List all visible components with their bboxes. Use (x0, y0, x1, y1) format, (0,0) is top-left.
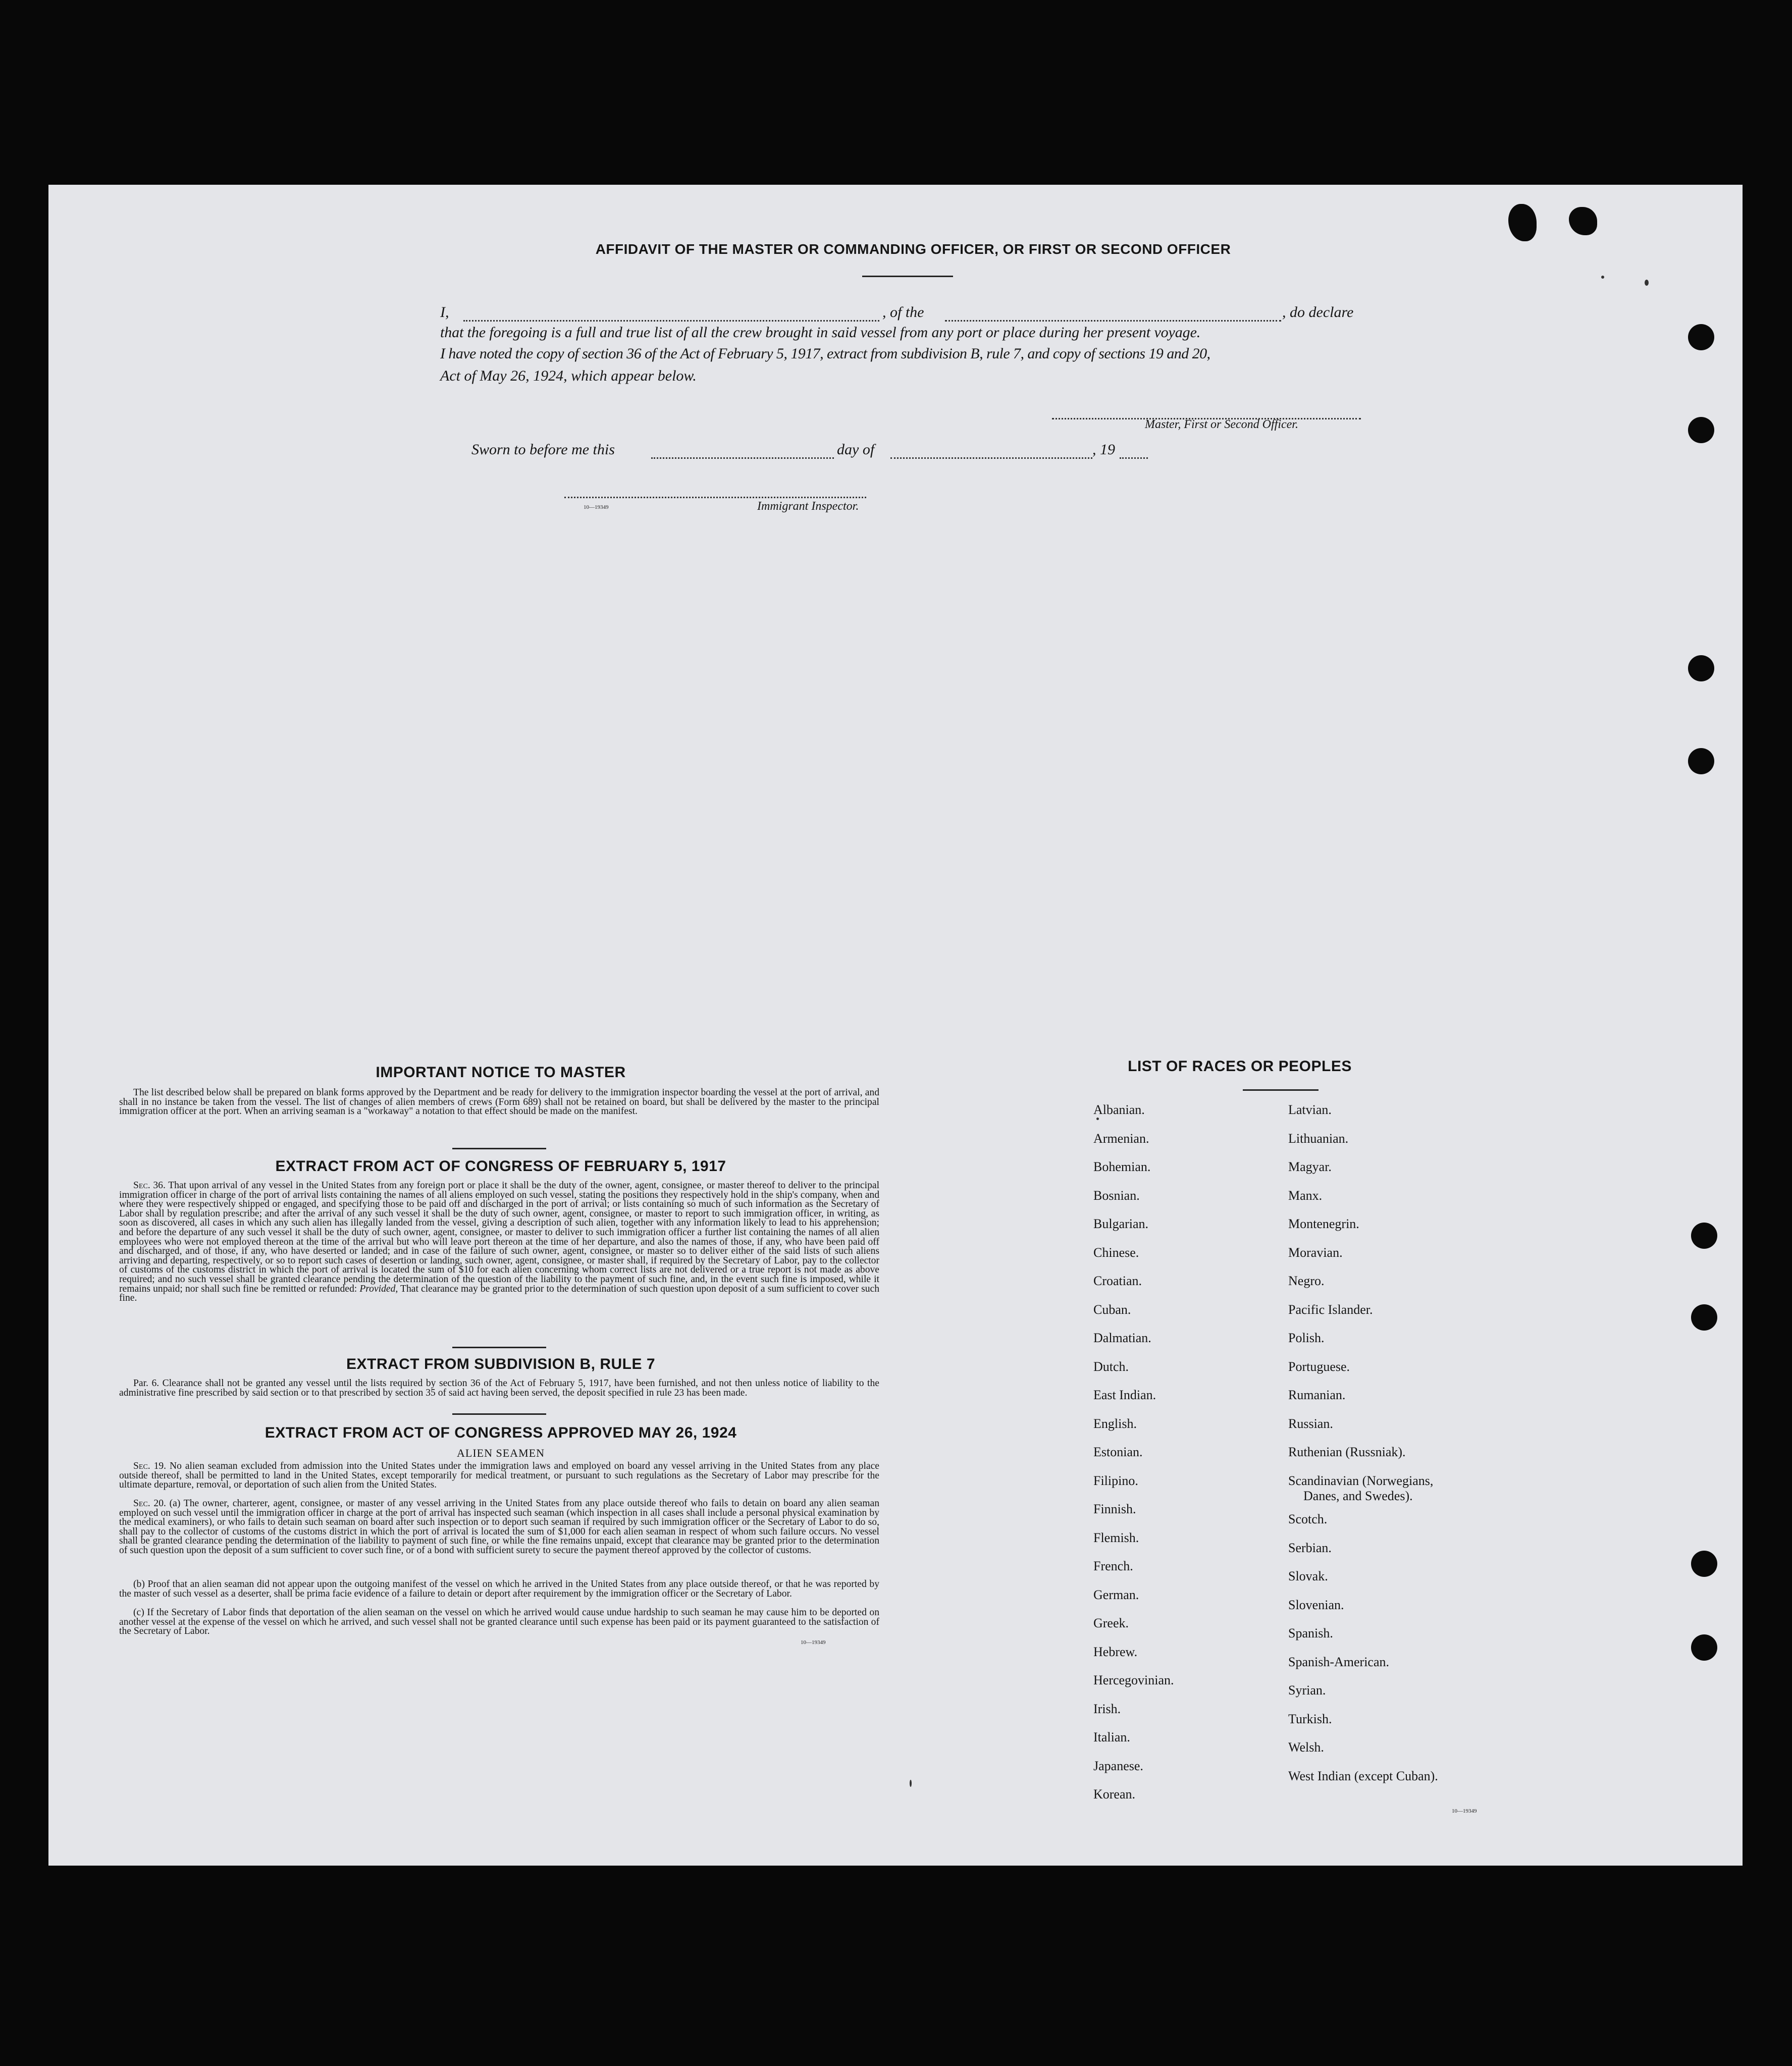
affidavit-line-2: that the foregoing is a full and true list of all the crew brought in said vessel from any port or place during her present voyage. (440, 324, 1201, 341)
affidavit-block (440, 304, 1445, 516)
master-signature-caption: Master, First or Second Officer. (1145, 418, 1298, 431)
day-of-label: day of (837, 441, 875, 458)
race-item: Portuguese. (1288, 1359, 1350, 1374)
affidavit-line-4: Act of May 26, 1924, which appear below. (440, 367, 697, 384)
form-sheet (48, 185, 1743, 1866)
sec-19-body: No alien seaman excluded from admission into the United States under the immigration laws and employed on board any vessel arriving in the United States from any place outside thereof, shall be permitted to land in the United States, except temporarily for medical treatment, or pursuant to such regulations as the Secretary of Labor may prescribe for the ultimate departure, removal, or deportation of such alien from the United States. (119, 1461, 880, 1491)
race-item: Albanian. (1093, 1102, 1145, 1117)
race-item: Moravian. (1288, 1245, 1343, 1260)
race-item: Slovenian. (1288, 1598, 1344, 1612)
punch-hole (1691, 1304, 1717, 1331)
extract-1917-title: EXTRACT FROM ACT OF CONGRESS OF FEBRUARY 5, 1917 (275, 1158, 726, 1175)
punch-hole (1691, 1551, 1717, 1577)
rule-7-title: EXTRACT FROM SUBDIVISION B, RULE 7 (346, 1356, 656, 1372)
race-item: Bohemian. (1093, 1159, 1151, 1174)
race-item: Estonian. (1093, 1445, 1143, 1459)
punch-hole (1688, 324, 1714, 350)
rule-7-rule (452, 1413, 546, 1415)
of-the-label: , of the (882, 304, 924, 321)
race-item: Lithuanian. (1288, 1131, 1349, 1146)
race-item: Montenegrin. (1288, 1216, 1359, 1231)
extract-form-number: 10—19349 (801, 1639, 826, 1646)
rule-7-text: Par. 6. Clearance shall not be granted any vessel until the lists required by section 36 of the Act of February 5, 1917, have been furnished, and not then unless notice of liability to the administrative fine prescribed by said section or to that prescribed by section 35 of said act having been served, the deposit specified in rule 23 has been made. (119, 1378, 879, 1398)
race-item: Chinese. (1093, 1245, 1139, 1260)
punch-hole (1688, 748, 1714, 774)
race-item: Spanish-American. (1288, 1655, 1390, 1669)
race-item: Turkish. (1288, 1712, 1332, 1726)
race-item: Syrian. (1288, 1683, 1326, 1698)
affidavit-line-3: I have noted the copy of section 36 of the Act of February 5, 1917, extract from subdivision B, rule 7, and copy of sections 19 and 20, (440, 345, 1210, 362)
race-item: Japanese. (1093, 1759, 1143, 1773)
race-item: Rumanian. (1288, 1388, 1346, 1402)
punch-hole (1691, 1634, 1717, 1661)
ink-speck (1601, 276, 1604, 279)
sworn-label: Sworn to before me this (471, 441, 615, 458)
races-left-column (1093, 1102, 1260, 1819)
races-right-column (1288, 1102, 1520, 1819)
race-item: East Indian. (1093, 1388, 1156, 1402)
race-item: Negro. (1288, 1274, 1325, 1288)
race-item: Dalmatian. (1093, 1331, 1151, 1345)
sec-20-label: Sec. 20. (133, 1498, 166, 1509)
race-item: Hebrew. (1093, 1645, 1138, 1659)
race-item: Ruthenian (Russniak). (1288, 1445, 1406, 1459)
race-item: Italian. (1093, 1730, 1130, 1744)
affidavit-i-label: I, (440, 304, 449, 321)
affidavit-title: AFFIDAVIT OF THE MASTER OR COMMANDING OFFICER, OR FIRST OR SECOND OFFICER (595, 241, 1231, 257)
race-item: Flemish. (1093, 1530, 1139, 1545)
race-item: Polish. (1288, 1331, 1325, 1345)
do-declare-label: , do declare (1282, 304, 1354, 321)
punch-hole (1688, 417, 1714, 443)
inspector-caption: Immigrant Inspector. (757, 500, 859, 513)
sworn-day-field[interactable] (651, 457, 834, 459)
notice-rule (452, 1148, 546, 1149)
race-item: Danes, and Swedes). (1303, 1489, 1413, 1503)
punch-hole (1691, 1223, 1717, 1249)
sworn-month-field[interactable] (890, 457, 1092, 459)
sec-36-label: Sec. 36. (133, 1180, 166, 1191)
provided-label: Provided, (359, 1283, 398, 1294)
ink-speck (1645, 280, 1649, 286)
race-item: West Indian (except Cuban). (1288, 1769, 1438, 1783)
race-item: Finnish. (1093, 1502, 1136, 1516)
race-item: Korean. (1093, 1787, 1136, 1802)
sec-20a-text (119, 1499, 879, 1556)
sec-19-text (119, 1462, 879, 1490)
sec-20a-body: (a) The owner, charterer, agent, consignee, or master of any vessel arriving in the United States from any place outside thereof who fails to detain on board any alien seaman employed on such vessel until the immigration officer in charge at the port of arrival has inspected such seaman (which inspection in all cases shall include a personal physical examination by the medical examiners), or who fails to detain such seaman on board after such inspection or to deport such seaman if required by such immigration officer or the Secretary of Labor to do so, shall pay to the collector of customs of the customs district in which the port of arrival is located the sum of $1,000 for each alien seaman in respect of whom such failure occurs. No vessel shall be granted clearance pending the determination of the liability to payment of such fine, or while the fine remains unpaid, except that clearance may be granted prior to the determination of such question upon the deposit of a sum sufficient to cover such fine, or of a bond with sufficient surety to secure the payment thereof approved by the collector of customs. (119, 1498, 879, 1556)
race-item: French. (1093, 1559, 1133, 1573)
race-item: Croatian. (1093, 1274, 1142, 1288)
race-item: Filipino. (1093, 1473, 1138, 1488)
sworn-year-field[interactable] (1120, 457, 1148, 459)
sec-36-tail: That clearance may be granted prior to the determination of such question upon deposit of a sum sufficient to cover such fine. (119, 1283, 880, 1304)
race-item: Scandinavian (Norwegians, (1288, 1473, 1434, 1488)
extract-1924-title: EXTRACT FROM ACT OF CONGRESS APPROVED MAY 26, 1924 (265, 1424, 737, 1441)
extract-1917-text (119, 1181, 879, 1303)
race-item: Irish. (1093, 1702, 1121, 1716)
race-item: Greek. (1093, 1616, 1129, 1630)
affidavit-title-rule (862, 276, 953, 277)
race-item: German. (1093, 1587, 1139, 1602)
race-item: Dutch. (1093, 1359, 1129, 1374)
race-item: Slovak. (1288, 1569, 1328, 1583)
race-item: Manx. (1288, 1188, 1323, 1203)
ink-speck (910, 1780, 912, 1787)
sec-36-text: That upon arrival of any vessel in the United States from any foreign port or place it shall be the duty of the owner, agent, consignee, or master thereof to deliver to the principal immigration officer in charge of the port of arrival lists containing the names of all aliens employed on such vessel, stating the positions they respectively hold in the ship's company, when and where they were respectively shipped or engaged, and specifying those to be paid off and discharged in the port of arrival; or lists containing so much of such information as the Secretary of Labor shall by regulation prescribe; and after the arrival of any such vessel it shall be the duty of such owner, agent, consignee, or master to report to such immigration officer, in writing, as soon as discovered, all cases in which any such alien has illegally landed from the vessel, giving a description of such alien, together with any information likely to lead to his apprehension; and before the departure of any such vessel it shall be the duty of such owner, agent, consignee, or master to deliver to such immigration officer a further list containing the names of all alien employees who were not employed thereon at the time of the arrival but who will leave port thereon at the time of her departure, and also the names of those, if any, who have been paid off and discharged, and of those, if any, who have deserted or landed; and in case of the failure of such owner, agent, consignee, or master so to deliver either of the said lists of such aliens arriving and departing, respectively, or so to report such cases of desertion or landing, such owner, agent, consignee, or master shall, if required by the Secretary of Labor, pay to the collector of customs of the customs district in which the port of arrival is located the sum of $10 for each alien concerning whom correct lists are not delivered or a true report is not made as above required; and no such vessel shall be granted clearance pending the determination of the question of the liability to the payment of such fine, and, in the event such fine is imposed, while it remains unpaid; nor shall such fine be remitted or refunded: (119, 1180, 880, 1294)
extract-1917-rule (452, 1347, 546, 1348)
inspector-signature-line[interactable] (564, 497, 866, 498)
sec-19-label: Sec. 19. (133, 1461, 167, 1471)
race-item: Latvian. (1288, 1102, 1332, 1117)
races-title: LIST OF RACES OR PEOPLES (1128, 1058, 1352, 1075)
race-item: Pacific Islander. (1288, 1302, 1373, 1317)
notice-title: IMPORTANT NOTICE TO MASTER (376, 1064, 626, 1081)
race-item: Cuban. (1093, 1302, 1131, 1317)
race-item: Bulgarian. (1093, 1216, 1149, 1231)
race-item: Hercegovinian. (1093, 1673, 1174, 1687)
race-item: English. (1093, 1416, 1137, 1431)
ink-speck (1096, 1118, 1099, 1120)
master-name-field[interactable] (463, 320, 879, 322)
affidavit-form-number: 10—19349 (584, 504, 609, 510)
alien-seamen-subtitle: ALIEN SEAMEN (457, 1447, 545, 1459)
race-item: Serbian. (1288, 1541, 1332, 1555)
race-item: Bosnian. (1093, 1188, 1140, 1203)
race-item: Magyar. (1288, 1159, 1332, 1174)
race-item: Spanish. (1288, 1626, 1333, 1640)
sec-20c-text: (c) If the Secretary of Labor finds that deportation of the alien seaman on the vessel on which he arrived would cause undue hardship to such seaman he may cause him to be deported on another vessel at the expense of the vessel on which he arrived, and such vessel shall not be granted clearance until such expense has been paid or its payment guaranteed to the satisfaction of the Secretary of Labor. (119, 1607, 879, 1637)
race-item: Welsh. (1288, 1740, 1324, 1755)
race-item: Russian. (1288, 1416, 1333, 1431)
notice-text: The list described below shall be prepared on blank forms approved by the Department and be ready for delivery to the immigration inspector boarding the vessel at the port of arrival, and shall in no instance be taken from the vessel. The list of changes of alien members of crews (Form 689) shall not be retained on board, but shall be delivered by the master to the principal immigration officer at the port. When an arriving seaman is a "workaway" a notation to that effect should be made on the manifest. (119, 1087, 879, 1117)
sec-20b-text: (b) Proof that an alien seaman did not appear upon the outgoing manifest of the vessel on which he arrived in the United States from any place outside thereof, or that he was reported by the master of such vessel as a deserter, shall be prima facie evidence of a failure to detain or deport after requirement by the immigration officer or the Secretary of Labor. (119, 1579, 879, 1599)
year-prefix-label: , 19 (1092, 441, 1115, 458)
vessel-name-field[interactable] (945, 320, 1281, 322)
race-item: Scotch. (1288, 1512, 1328, 1526)
races-form-number: 10—19349 (1452, 1808, 1477, 1814)
punch-hole (1688, 655, 1714, 681)
race-item: Armenian. (1093, 1131, 1149, 1146)
races-title-rule (1243, 1089, 1319, 1091)
